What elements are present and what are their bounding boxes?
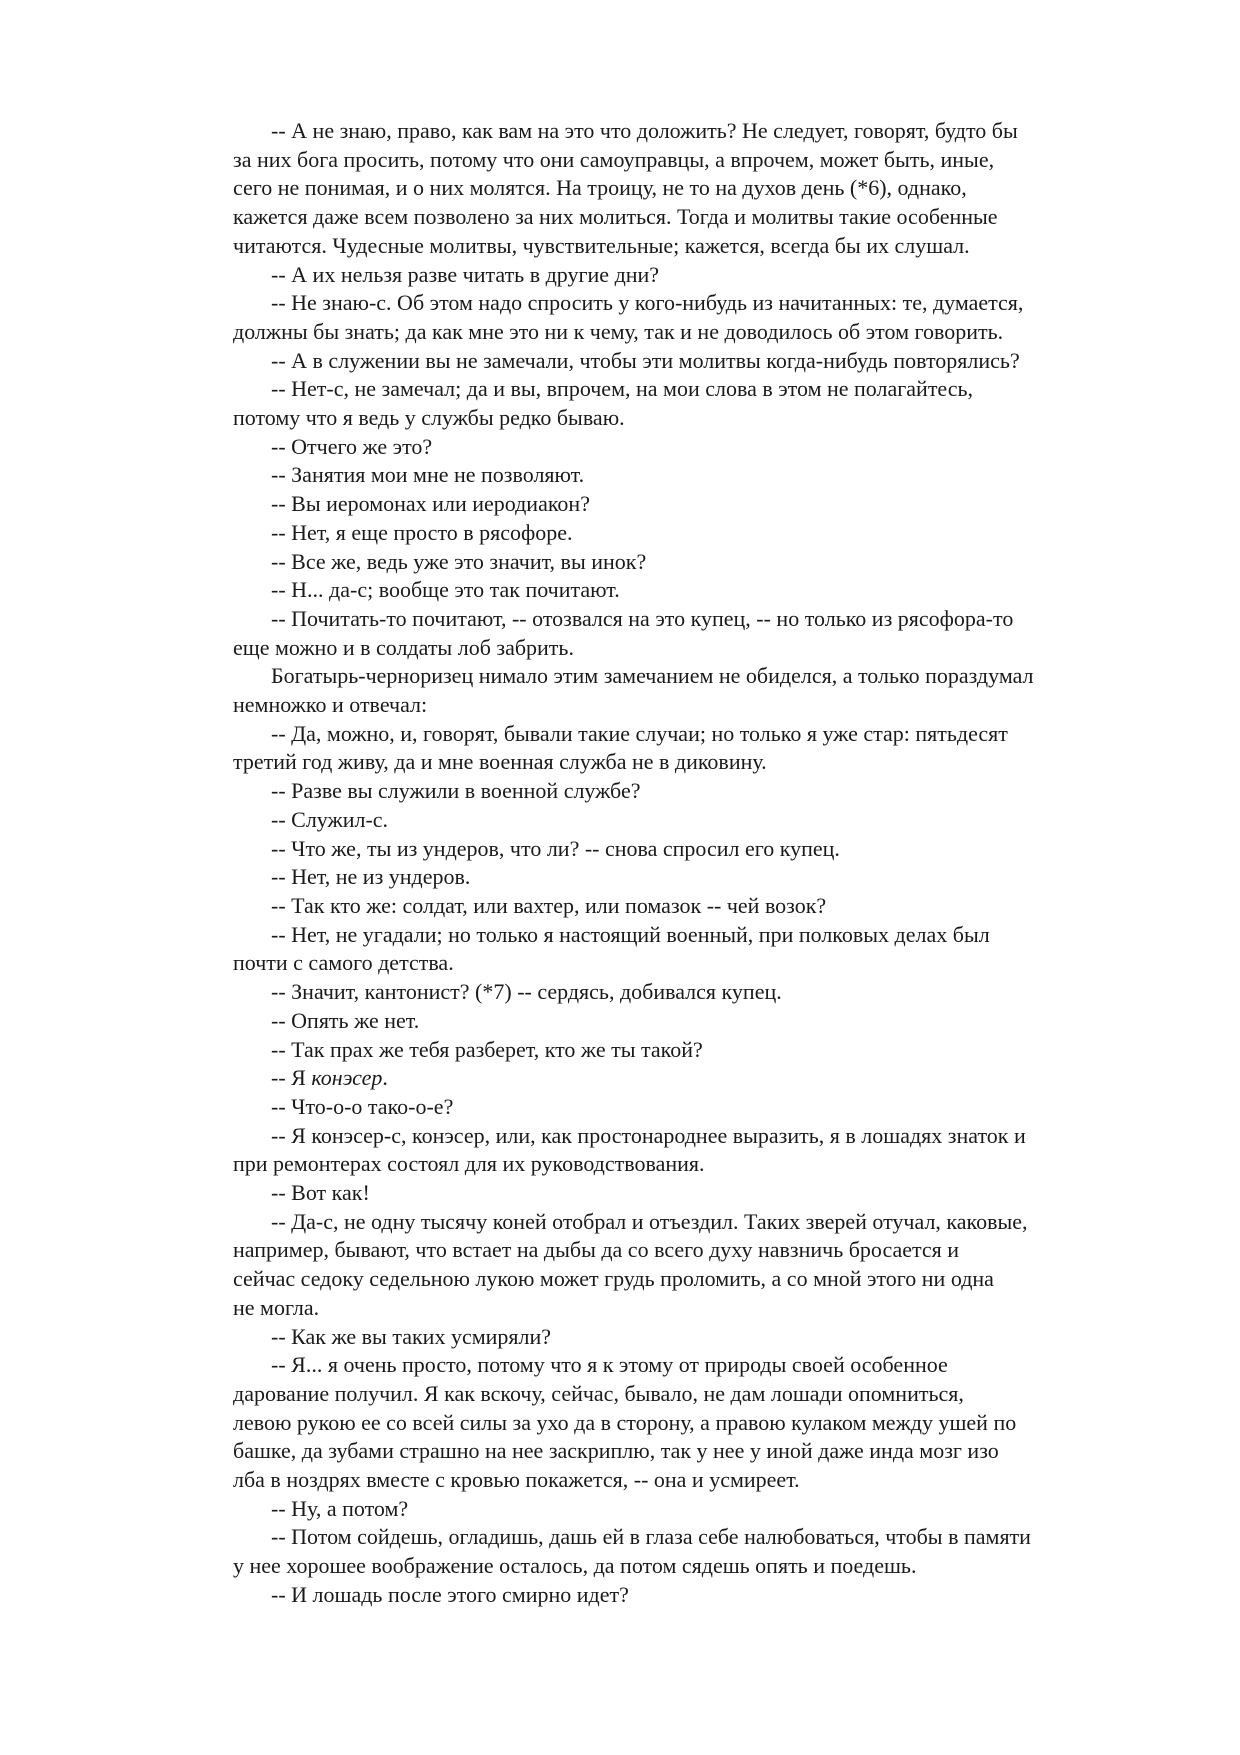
- paragraph: [252, 1495, 1162, 1524]
- paragraph: [252, 261, 1162, 290]
- text-line: -- И лошадь после этого смирно идет?: [271, 1581, 629, 1607]
- paragraph: [233, 1208, 1162, 1323]
- text-line: -- Я... я очень просто, потому что я к этому от природы своей особенное: [271, 1352, 948, 1378]
- text-line: -- Все же, ведь уже это значит, вы инок?: [271, 548, 647, 574]
- text-line: -- Н... да-с; вообще это так почитают.: [271, 577, 620, 603]
- text-line: -- Опять же нет.: [271, 1007, 420, 1033]
- paragraph: [252, 548, 1162, 577]
- paragraph: [252, 892, 1162, 921]
- text-line: дарование получил. Я как вскочу, сейчас, бывало, не дам лошади опомниться,: [233, 1380, 964, 1406]
- text-line: -- Вот как!: [271, 1180, 370, 1206]
- text-line: третий год живу, да и мне военная служба не в диковину.: [233, 749, 767, 775]
- paragraph: [233, 1122, 1162, 1179]
- text-line-suffix: .: [382, 1065, 388, 1091]
- paragraph: [233, 1351, 1162, 1495]
- paragraph: [252, 1093, 1162, 1122]
- text-line: читаются. Чудесные молитвы, чувствительные; кажется, всегда бы их слушал.: [233, 232, 970, 258]
- paragraph: [233, 289, 1162, 346]
- text-line: за них бога просить, потому что они самоуправцы, а впрочем, может быть, иные,: [233, 146, 995, 172]
- text-line: почти с самого детства.: [233, 950, 454, 976]
- text-line: еще можно и в солдаты лоб забрить.: [233, 634, 574, 660]
- text-line: потому что я ведь у службы редко бываю.: [233, 405, 625, 431]
- text-line: при ремонтерах состоял для их руководствования.: [233, 1151, 705, 1177]
- text-line: -- Так кто же: солдат, или вахтер, или помазок -- чей возок?: [271, 892, 827, 918]
- paragraph: [233, 117, 1162, 261]
- text-line: -- А их нельзя разве читать в другие дни?: [271, 261, 660, 287]
- paragraph: [252, 490, 1162, 519]
- text-line: не могла.: [233, 1294, 320, 1320]
- text-line: -- Нет, не угадали; но только я настоящий военный, при полковых делах был: [271, 921, 990, 947]
- paragraph: [252, 347, 1162, 376]
- text-line: например, бывают, что встает на дыбы да со всего духу навзничь бросается и: [233, 1237, 960, 1263]
- text-line: -- Не знаю-с. Об этом надо спросить у кого-нибудь из начитанных: те, думается,: [271, 290, 1024, 316]
- text-line: Богатырь-черноризец нимало этим замечанием не обиделся, а только пораздумал: [271, 663, 1034, 689]
- text-line: -- Я конэсер-с, конэсер, или, как простонароднее выразить, я в лошадях знаток и: [271, 1122, 1026, 1148]
- text-line: -- Вы иеромонах или иеродиакон?: [271, 491, 590, 517]
- paragraph: [252, 1179, 1162, 1208]
- paragraph: [233, 662, 1162, 719]
- paragraph: [252, 1007, 1162, 1036]
- paragraph: [252, 1323, 1162, 1352]
- text-line: башке, да зубами страшно на нее заскриплю, так у нее у иной даже инда мозг изо: [233, 1438, 999, 1464]
- text-line: -- Значит, кантонист? (*7) -- сердясь, добивался купец.: [271, 979, 782, 1005]
- paragraph: [233, 720, 1162, 777]
- paragraph: [252, 777, 1162, 806]
- text-line: -- Разве вы служили в военной службе?: [271, 778, 641, 804]
- paragraph: [252, 1064, 1162, 1093]
- paragraph: [252, 1036, 1162, 1065]
- document-page: [233, 117, 1162, 1610]
- paragraph: [252, 978, 1162, 1007]
- text-line: -- Нет, не из ундеров.: [271, 864, 471, 890]
- text-line: -- Нет, я еще просто в рясофоре.: [271, 519, 573, 545]
- text-line: левою рукою ее со всей силы за ухо да в сторону, а правою кулаком между ушей по: [233, 1409, 1017, 1435]
- text-line: немножко и отвечал:: [233, 692, 428, 718]
- text-line: -- Ну, а потом?: [271, 1495, 409, 1521]
- text-line: -- Так прах же тебя разберет, кто же ты такой?: [271, 1036, 703, 1062]
- paragraph: [233, 1523, 1162, 1580]
- paragraph: [252, 1581, 1162, 1610]
- paragraph: [252, 461, 1162, 490]
- text-line: лба в ноздрях вместе с кровью покажется, -- она и усмиреет.: [233, 1467, 800, 1493]
- italic-word: конэсер: [311, 1065, 383, 1091]
- text-line: у нее хорошее воображение осталось, да потом сядешь опять и поедешь.: [233, 1553, 917, 1579]
- text-line: -- А в служении вы не замечали, чтобы эти молитвы когда-нибудь повторялись?: [271, 347, 1020, 373]
- text-line: -- Как же вы таких усмиряли?: [271, 1323, 552, 1349]
- text-line: -- А не знаю, право, как вам на это что доложить? Не следует, говорят, будто бы: [271, 118, 1018, 143]
- text-line: -- Занятия мои мне не позволяют.: [271, 462, 585, 488]
- paragraph: [233, 605, 1162, 662]
- text-line: -- Почитать-то почитают, -- отозвался на это купец, -- но только из рясофора-то: [271, 605, 1014, 631]
- text-line: -- Да-с, не одну тысячу коней отобрал и отъездил. Таких зверей отучал, каковые,: [271, 1208, 1028, 1234]
- paragraph: [252, 863, 1162, 892]
- paragraph: [252, 433, 1162, 462]
- text-line: -- Служил-с.: [271, 806, 389, 832]
- paragraph: [233, 921, 1162, 978]
- paragraph: [252, 835, 1162, 864]
- text-line: [252, 1064, 1162, 1093]
- paragraph: [252, 576, 1162, 605]
- text-line: должны бы знать; да как мне это ни к чему, так и не доводилось об этом говорить.: [233, 318, 1004, 344]
- text-line: -- Что же, ты из ундеров, что ли? -- снова спросил его купец.: [271, 835, 840, 861]
- text-line: -- Что-о-о тако-о-е?: [271, 1093, 454, 1119]
- text-line: -- Потом сойдешь, огладишь, дашь ей в глаза себе налюбоваться, чтобы в памяти: [271, 1524, 1031, 1550]
- text-line: -- Отчего же это?: [271, 433, 433, 459]
- paragraph: [252, 519, 1162, 548]
- text-line: -- Нет-с, не замечал; да и вы, впрочем, на мои слова в этом не полагайтесь,: [271, 376, 974, 402]
- text-line: сейчас седоку седельною лукою может грудь проломить, а со мной этого ни одна: [233, 1266, 994, 1292]
- text-line: кажется даже всем позволено за них молиться. Тогда и молитвы такие особенные: [233, 204, 998, 230]
- text-line: сего не понимая, и о них молятся. На троицу, не то на духов день (*6), однако,: [233, 175, 967, 201]
- paragraph: [252, 806, 1162, 835]
- text-line-prefix: -- Я: [271, 1065, 312, 1091]
- text-line: -- Да, можно, и, говорят, бывали такие случаи; но только я уже стар: пятьдесят: [271, 720, 1008, 746]
- paragraph: [233, 375, 1162, 432]
